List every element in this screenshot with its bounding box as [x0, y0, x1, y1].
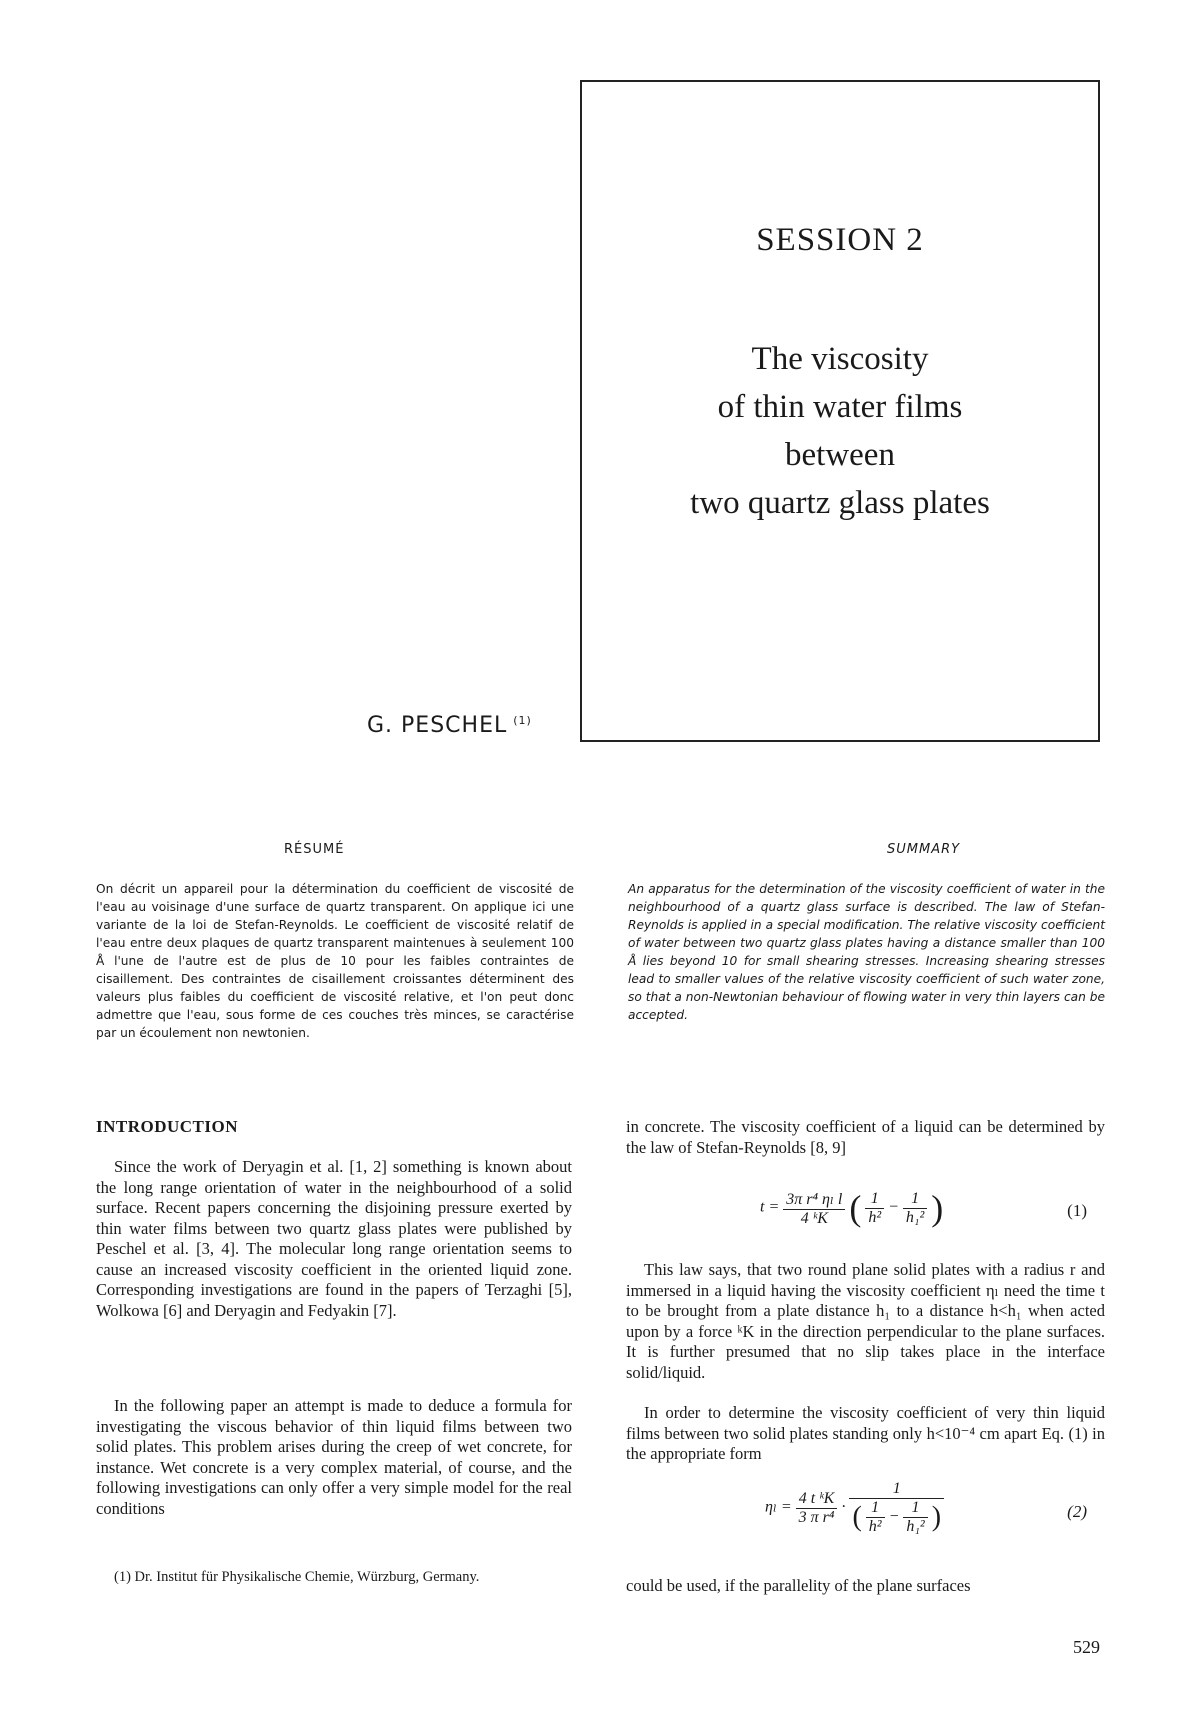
title-line: The viscosity: [751, 341, 929, 377]
body-paragraph: [626, 1403, 1105, 1465]
resume-text: On décrit un appareil pour la détermination du coefficient de viscosité de l'eau au voisinage d'une surface de quartz transparent. On applique ici une variante de la loi de Stefan-Reynolds. Le coefficient de viscosité relatif de l'eau entre deux plaques de quartz transparent maintenues à seulement 100 Å l'une de l'autre est de plus de 10 pour les faibles contraintes de cisaillement. Des contraintes de cisaillement croissantes déterminent des valeurs plus faibles du coefficient de viscosité relative, et l'on peut donc admettre que l'eau, sous forme de ces couches très minces, se caractérise par un écoulement non newtonien.: [96, 882, 574, 1040]
paragraph-text: In order to determine the viscosity coefficient of very thin liquid films between two solid plates standing only h<10⁻⁴ cm apart Eq. (1) in the appropriate form: [626, 1403, 1105, 1463]
paper-title: [582, 335, 1098, 527]
equation-2: [765, 1480, 1105, 1554]
fraction-numerator: 1: [865, 1190, 884, 1209]
title-line: of thin water films: [717, 389, 963, 425]
page-number: 529: [1073, 1637, 1100, 1657]
body-paragraph: [626, 1117, 1105, 1158]
body-paragraph: [626, 1576, 1105, 1597]
title-line: two quartz glass plates: [690, 485, 990, 521]
equation-fraction: [866, 1499, 885, 1536]
introduction-heading: INTRODUCTION: [96, 1117, 239, 1136]
paragraph-text: In the following paper an attempt is made to deduce a formula for investigating the viscous behavior of thin liquid films between two solid plates. This problem arises during the creep of wet concrete, for instance. Wet concrete is a very complex material, of course, and the following investigations can only offer a very simple model for the real conditions: [96, 1396, 572, 1518]
summary-heading: SUMMARY: [887, 842, 961, 857]
fraction-denominator: h₁²: [906, 1518, 925, 1535]
equation-fraction: [849, 1480, 944, 1536]
equation-number: (1): [1067, 1201, 1087, 1220]
fraction-denominator: h²: [868, 1208, 882, 1226]
minus-sign: −: [888, 1198, 899, 1216]
equation-fraction: [865, 1190, 884, 1227]
introduction-paragraph: [96, 1396, 572, 1519]
body-paragraph: [626, 1260, 1105, 1383]
equation-fraction: [796, 1490, 838, 1527]
fraction-numerator: 1: [903, 1190, 927, 1209]
session-title-box: [580, 80, 1100, 742]
equation-fraction: [783, 1189, 845, 1228]
paragraph-text: This law says, that two round plane solid plates with a radius r and immersed in a liquid having the viscosity coefficient ηₗ need the time t to be brought from a plate distance h₁ to a distance h<h₁ when acted upon by a force ᵏK in the direction perpendicular to the plane surfaces. It is further presumed that no slip takes place in the interface solid/liquid.: [626, 1260, 1105, 1382]
left-paren: (: [852, 1501, 862, 1533]
author-name-text: G. PESCHEL: [367, 713, 508, 738]
fraction-numerator: 1: [903, 1499, 927, 1518]
fraction-numerator: 4 t ᵏK: [796, 1490, 838, 1509]
footnote: [96, 1568, 572, 1587]
fraction-numerator: 1: [866, 1499, 885, 1518]
fraction-denominator: 3 π r⁴: [798, 1508, 835, 1526]
fraction-numerator: 3π r⁴ ηₗ l: [783, 1189, 845, 1210]
left-paren: (: [849, 1188, 862, 1228]
equation-lhs: ηₗ =: [765, 1498, 792, 1516]
equation-lhs: t =: [760, 1198, 780, 1216]
title-line: between: [785, 437, 895, 473]
minus-sign: −: [888, 1508, 900, 1526]
session-label: SESSION 2: [756, 222, 924, 258]
author-footnote-mark: (1): [513, 714, 532, 727]
footnote-text: (1) Dr. Institut für Physikalische Chemie, Würzburg, Germany.: [114, 1569, 480, 1585]
right-paren: ): [931, 1188, 944, 1228]
author-name: [367, 713, 532, 738]
summary-text: An apparatus for the determination of the viscosity coefficient of water in the neighbourhood of a quartz glass surface is described. The law of Stefan-Reynolds is applied in a special modification. The relative viscosity coefficient of water between two quartz glass plates having a distance smaller than 100 Å lies beyond 10 for small shearing stresses. Increasing shearing stresses lead to smaller values of the relative viscosity coefficient of such water zone, so that a non-Newtonian behaviour of flowing water in very thin layers can be accepted.: [628, 882, 1105, 1022]
fraction-denominator: 4 ᵏK: [800, 1209, 828, 1227]
resume-heading: RÉSUMÉ: [284, 842, 345, 857]
paragraph-text: in concrete. The viscosity coefficient of a liquid can be determined by the law of Stefan-Reynolds [8, 9]: [626, 1117, 1105, 1157]
introduction-paragraph: [96, 1157, 572, 1321]
fraction-denominator: [849, 1499, 944, 1536]
fraction-denominator: h₁²: [905, 1208, 925, 1226]
equation-fraction: [903, 1499, 927, 1536]
equation-number: (2): [1067, 1502, 1087, 1521]
multiply-dot: ·: [841, 1498, 846, 1516]
right-paren: ): [931, 1501, 942, 1533]
equation-1: [760, 1187, 1105, 1243]
paragraph-text: Since the work of Deryagin et al. [1, 2] something is known about the long range orientation of water in the neighbourhood of a solid surface. Recent papers concerning the disjoining pressure exerted by thin water films between two quartz glass plates were published by Peschel et al. [3, 4]. The molecular long range orientation seems to cause an increased viscosity coefficient in the oriented liquid zone. Corresponding investigations are found in the papers of Terzaghi [5], Wolkowa [6] and Deryagin and Fedyakin [7].: [96, 1157, 572, 1320]
equation-fraction: [903, 1190, 927, 1227]
fraction-numerator: 1: [849, 1480, 944, 1499]
fraction-denominator: h²: [868, 1518, 882, 1535]
paragraph-text: could be used, if the parallelity of the plane surfaces: [626, 1576, 971, 1595]
